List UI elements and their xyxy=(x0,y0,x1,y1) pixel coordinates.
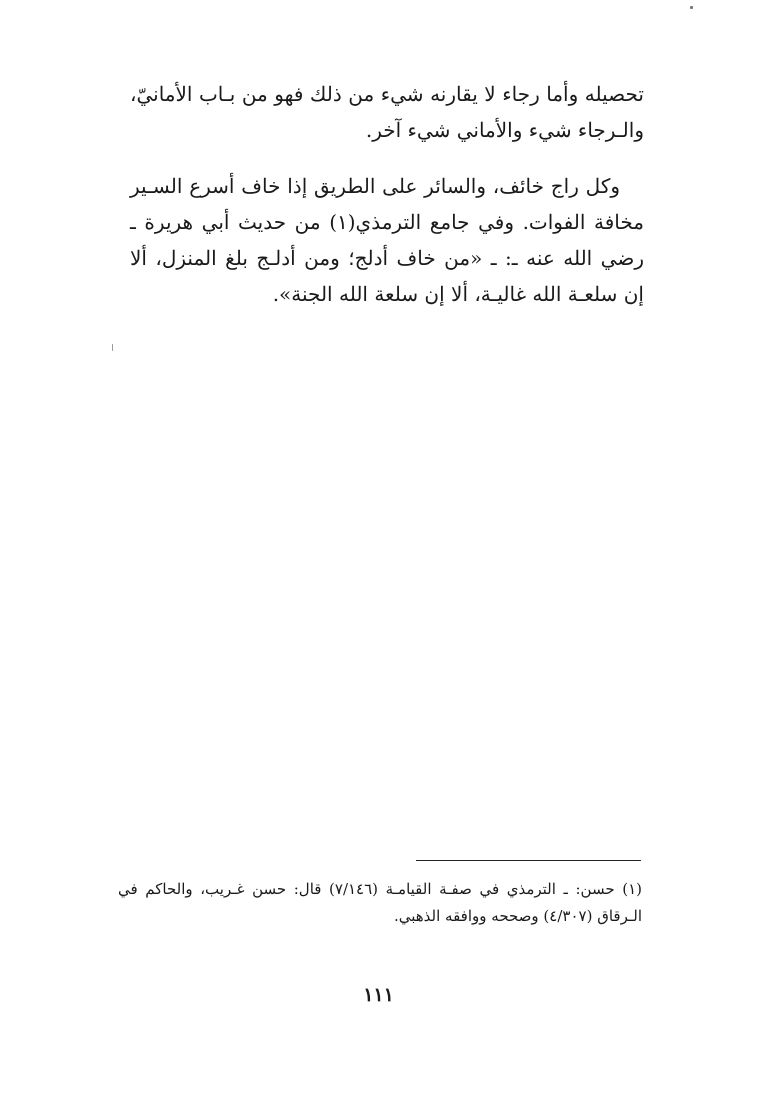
body-paragraph-1: تحصيله وأما رجاء لا يقارنه شيء من ذلك فهو من بـاب الأمانيّ، والـرجاء شيء والأماني شيء آخر. xyxy=(130,82,644,142)
scan-speck xyxy=(112,344,113,351)
body-paragraph-2: وكل راج خائف، والسائر على الطريق إذا خاف أسرع السـير مخافة الفوات. وفي جامع الترمذي(١) من حديث أبي هريرة ـ رضي الله عنه ـ: ـ «من خاف أدلج؛ ومن أدلـج بلغ المنزل، ألا إن سلعـة الله غاليـة، ألا إن سلعة الله الجنة». xyxy=(130,174,644,306)
footnote-1: (١) حسن: ـ الترمذي في صفـة القيامـة (٧/١٤٦) قال: حسن غـريب، والحاكم في الـرقاق (٤/٣٠٧) وصححه ووافقه الذهبي. xyxy=(118,880,642,925)
footnote-separator xyxy=(416,860,641,861)
page-number: ١١١ xyxy=(363,984,394,1006)
scan-speck xyxy=(690,6,693,9)
